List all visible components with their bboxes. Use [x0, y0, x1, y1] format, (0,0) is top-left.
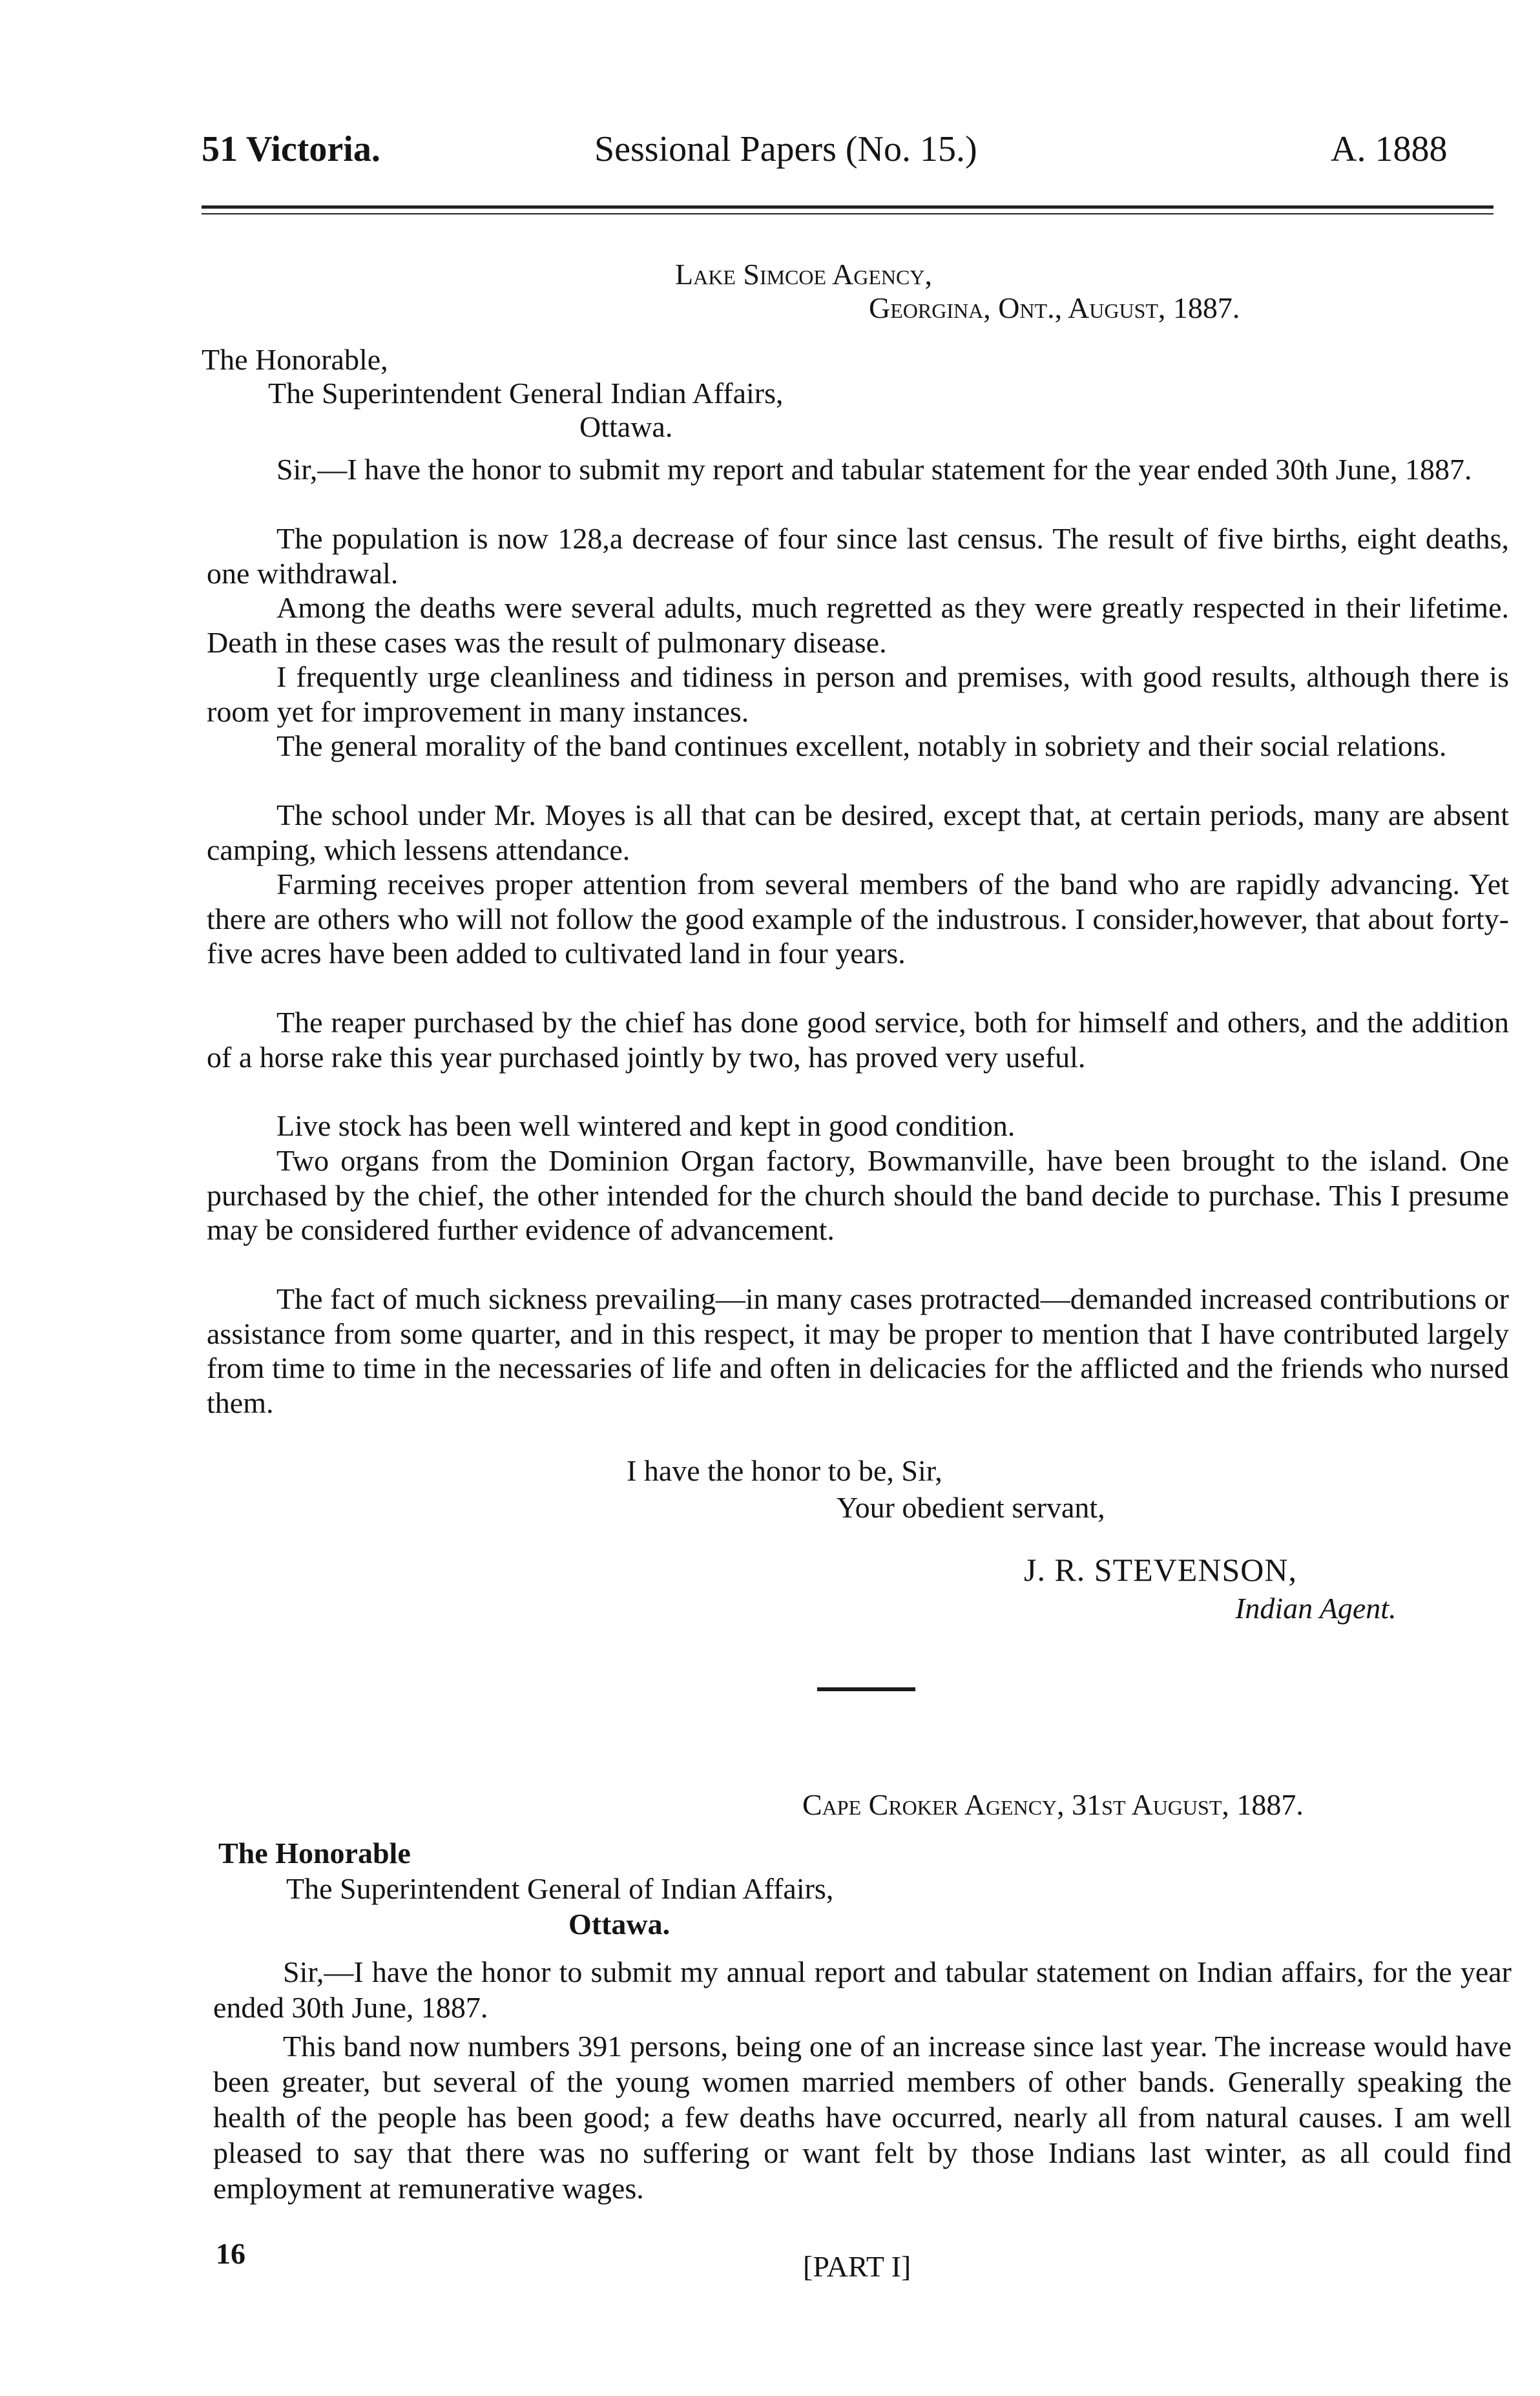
report1-address-line-3: Ottawa.: [579, 410, 673, 443]
report1-closing-line-1: I have the honor to be, Sir,: [627, 1454, 942, 1487]
report1-paragraph-3: Among the deaths were several adults, much regretted as they were greatly respected in their lifetime. Death in these cases was the result of pulmonary disease.: [207, 591, 1509, 659]
report1-closing-line-2: Your obedient servant,: [837, 1491, 1105, 1524]
report2-agency-date: Cape Croker Agency, 31st August, 1887.: [802, 1788, 1304, 1821]
report1-paragraph-9: Live stock has been well wintered and kept in good condition.: [276, 1109, 1015, 1142]
report1-title: Indian Agent.: [1235, 1592, 1397, 1625]
report2-paragraph-2: This band now numbers 391 persons, being one of an increase since last year. The increase would have been greater, but several of the young women married members of other bands. Generally speaking the health of the people has been good; a few deaths have occurred, nearly all from natural causes. I am well pleased to say that there was no suffering or want felt by those Indians last winter, as all could find employment at remunerative wages.: [213, 2030, 1512, 2205]
report1-paragraph-2: The population is now 128,a decrease of four since last census. The result of five births, eight deaths, one withdrawal.: [207, 522, 1509, 590]
report1-paragraph-7: Farming receives proper attention from several members of the band who are rapidly advancing. Yet there are others who will not follow the good example of the industrous. I consider,however, that about forty-five acres have been added to cultivated land in four years.: [207, 868, 1509, 970]
page-number: 16: [216, 2237, 245, 2270]
report2-paragraph-1: Sir,—I have the honor to submit my annual report and tabular statement on Indian affairs, for the year ended 30th June, 1887.: [213, 1955, 1512, 2024]
report1-address-line-2: The Superintendent General Indian Affairs,: [268, 377, 784, 410]
report1-paragraph-8: The reaper purchased by the chief has done good service, both for himself and others, and the addition of a horse rake this year purchased jointly by two, has proved very useful.: [207, 1006, 1509, 1074]
report1-paragraph-4: I frequently urge cleanliness and tidiness in person and premises, with good results, although there is room yet for improvement in many instances.: [207, 660, 1509, 728]
header-rule-top: [202, 205, 1493, 209]
report1-signature: J. R. STEVENSON,: [1024, 1552, 1297, 1588]
report1-place-date: [869, 291, 1240, 326]
header-center: Sessional Papers (No. 15.): [594, 129, 977, 169]
report1-paragraph-5: The general morality of the band continues excellent, notably in sobriety and their social relations.: [276, 729, 1447, 762]
report1-paragraph-10: Two organs from the Dominion Organ factory, Bowmanville, have been brought to the island. One purchased by the chief, the other intended for the church should the band decide to purchase. This I presume may be considered further evidence of advancement.: [207, 1144, 1509, 1246]
header-left: 51 Victoria.: [202, 129, 380, 169]
report1-agency: Lake Simcoe Agency,: [675, 258, 932, 291]
section-divider: [817, 1687, 915, 1691]
report2-address-line-1: The Honorable: [218, 1837, 411, 1870]
report2-address-line-3: Ottawa.: [568, 1908, 671, 1941]
report2-address-line-2: The Superintendent General of Indian Affairs,: [286, 1872, 834, 1905]
report1-paragraph-11: The fact of much sickness prevailing—in many cases protracted—demanded increased contributions or assistance from some quarter, and in this respect, it may be proper to mention that I have contributed largely from time to time in the necessaries of life and often in delicacies for the afflicted and the friends who nursed them.: [207, 1282, 1509, 1419]
report1-place-date-text: Georgina, Ont., August, 1887.: [869, 291, 1240, 324]
header-rule-bottom: [202, 213, 1493, 214]
report1-address-line-1: The Honorable,: [202, 343, 388, 376]
part-label: [PART I]: [803, 2250, 911, 2283]
header-right: A. 1888: [1331, 129, 1448, 169]
report1-paragraph-6: The school under Mr. Moyes is all that can be desired, except that, at certain periods, many are absent camping, which lessens attendance.: [207, 798, 1509, 866]
report1-paragraph-1: Sir,—I have the honor to submit my report and tabular statement for the year ended 30th June, 1887.: [276, 453, 1472, 486]
